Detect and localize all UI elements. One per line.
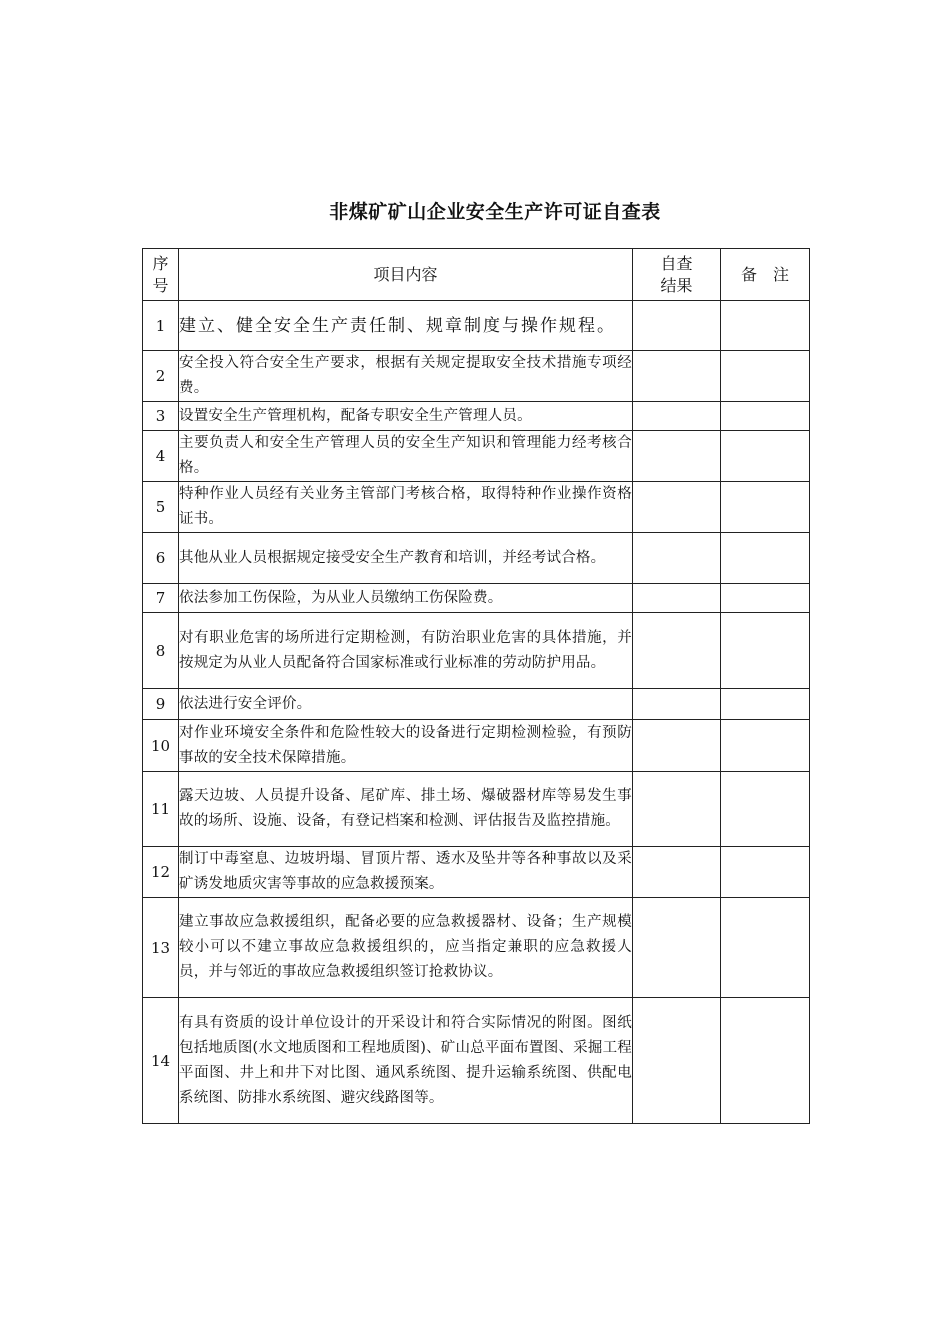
row-content: 安全投入符合安全生产要求，根据有关规定提取安全技术措施专项经费。 [179,351,633,402]
table-row [143,720,810,772]
row-result-cell[interactable] [633,402,721,431]
row-remark-cell[interactable] [721,613,810,689]
row-content: 建立事故应急救援组织，配备必要的应急救援器材、设备；生产规模较小可以不建立事故应急救援组织的，应当指定兼职的应急救援人员，并与邻近的事故应急救援组织签订抢救协议。 [179,898,633,998]
row-remark-cell[interactable] [721,584,810,613]
row-number: 9 [143,689,179,720]
header-label-content: 项目内容 [373,264,438,284]
header-cell-content [179,249,633,301]
page-title: 非煤矿矿山企业安全生产许可证自查表 [329,201,661,223]
row-number: 7 [143,584,179,613]
row-number: 13 [143,898,179,998]
row-remark-cell[interactable] [721,533,810,584]
row-remark-cell[interactable] [721,351,810,402]
row-number: 5 [143,482,179,533]
row-content: 其他从业人员根据规定接受安全生产教育和培训，并经考试合格。 [179,533,633,584]
row-result-cell[interactable] [633,898,721,998]
row-remark-cell[interactable] [721,689,810,720]
row-result-cell[interactable] [633,613,721,689]
row-result-cell[interactable] [633,998,721,1124]
row-number: 8 [143,613,179,689]
table-row [143,402,810,431]
row-content: 建立、健全安全生产责任制、规章制度与操作规程。 [179,301,633,351]
row-result-cell[interactable] [633,431,721,482]
row-content: 依法参加工伤保险，为从业人员缴纳工伤保险费。 [179,584,633,613]
table-row [143,613,810,689]
row-remark-cell[interactable] [721,301,810,351]
row-content: 特种作业人员经有关业务主管部门考核合格，取得特种作业操作资格证书。 [179,482,633,533]
row-remark-cell[interactable] [721,482,810,533]
row-result-cell[interactable] [633,584,721,613]
table-row [143,301,810,351]
row-content: 制订中毒窒息、边坡坍塌、冒顶片帮、透水及坠井等各种事故以及采矿诱发地质灾害等事故的应急救援预案。 [179,847,633,898]
row-number: 4 [143,431,179,482]
table-row [143,431,810,482]
table-row [143,482,810,533]
row-number: 2 [143,351,179,402]
row-number: 14 [143,998,179,1124]
row-remark-cell[interactable] [721,998,810,1124]
row-number: 6 [143,533,179,584]
row-content: 设置安全生产管理机构，配备专职安全生产管理人员。 [179,402,633,431]
row-remark-cell[interactable] [721,431,810,482]
header-label-result: 自查结果 [660,253,693,295]
row-number: 10 [143,720,179,772]
table-row [143,351,810,402]
row-content: 对有职业危害的场所进行定期检测，有防治职业危害的具体措施，并按规定为从业人员配备符合国家标准或行业标准的劳动防护用品。 [179,613,633,689]
row-number: 12 [143,847,179,898]
row-number: 3 [143,402,179,431]
table-row [143,998,810,1124]
table-row [143,689,810,720]
row-result-cell[interactable] [633,689,721,720]
header-label-no: 序号 [152,253,169,295]
table-row [143,584,810,613]
row-remark-cell[interactable] [721,720,810,772]
table-row [143,772,810,847]
row-content: 主要负责人和安全生产管理人员的安全生产知识和管理能力经考核合格。 [179,431,633,482]
table-row [143,533,810,584]
row-number: 11 [143,772,179,847]
row-result-cell[interactable] [633,301,721,351]
row-result-cell[interactable] [633,533,721,584]
header-label-remark: 备 注 [740,264,789,284]
row-remark-cell[interactable] [721,898,810,998]
row-number: 1 [143,301,179,351]
table-header-row [143,249,810,301]
row-remark-cell[interactable] [721,847,810,898]
row-result-cell[interactable] [633,772,721,847]
row-result-cell[interactable] [633,351,721,402]
row-content: 依法进行安全评价。 [179,689,633,720]
row-result-cell[interactable] [633,720,721,772]
row-result-cell[interactable] [633,482,721,533]
row-content: 露天边坡、人员提升设备、尾矿库、排土场、爆破器材库等易发生事故的场所、设施、设备，有登记档案和检测、评估报告及监控措施。 [179,772,633,847]
row-content: 有具有资质的设计单位设计的开采设计和符合实际情况的附图。图纸包括地质图(水文地质图和工程地质图)、矿山总平面布置图、采掘工程平面图、井上和井下对比图、通风系统图、提升运输系统图、供配电系统图、防排水系统图、避灾线路图等。 [179,998,633,1124]
header-cell-remark [721,249,810,301]
table-row [143,847,810,898]
header-cell-result [633,249,721,301]
row-remark-cell[interactable] [721,402,810,431]
row-remark-cell[interactable] [721,772,810,847]
self-check-table [142,248,810,1124]
row-content: 对作业环境安全条件和危险性较大的设备进行定期检测检验，有预防事故的安全技术保障措施。 [179,720,633,772]
header-cell-no [143,249,179,301]
table-row [143,898,810,998]
row-result-cell[interactable] [633,847,721,898]
